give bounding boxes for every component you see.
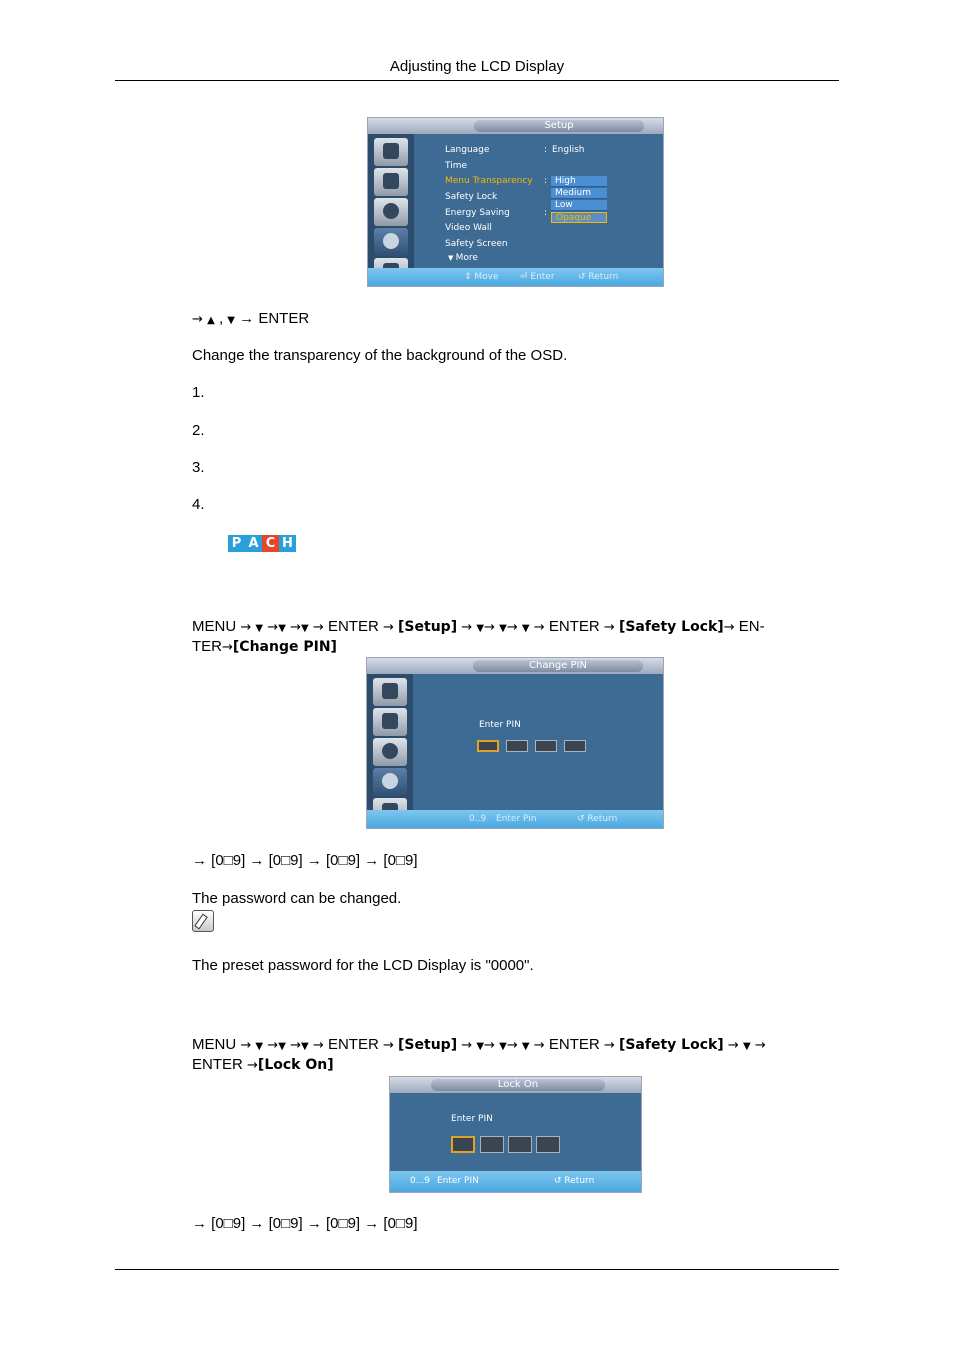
osd-option-opaque: Opaque: [551, 212, 607, 223]
osd-footer-return: [577, 814, 617, 824]
osd-item-safety-screen: Safety Screen: [445, 239, 508, 249]
arrow-icon: →: [290, 1038, 301, 1053]
change-pin-tag: [Change PIN]: [232, 639, 337, 655]
section1-description: Change the transparency of the background of the OSD.: [192, 347, 568, 364]
section2-description: The password can be changed.: [192, 890, 402, 907]
osd-item-video-wall: Video Wall: [445, 223, 492, 233]
list-number-1: 1.: [192, 384, 205, 401]
down-arrow-icon: ▼: [499, 623, 507, 634]
osd-footer-enter-pin: Enter PIN: [437, 1176, 479, 1186]
arrow-icon: →: [290, 620, 301, 635]
list-number-4: 4.: [192, 496, 205, 513]
setup-tag: [Setup]: [398, 619, 458, 635]
osd-footer-move-label: Move: [474, 272, 499, 282]
osd-more-label: More: [455, 253, 478, 263]
arrow-icon: →: [506, 1038, 518, 1053]
picture-icon: [373, 708, 407, 736]
return-icon: ↺: [554, 1176, 565, 1186]
chevron-down-icon: ▼: [448, 254, 456, 262]
osd-title: Setup: [474, 120, 644, 132]
enter-icon: ⏎: [520, 272, 531, 282]
arrow-icon: →: [603, 620, 615, 635]
arrow-icon: →: [382, 1038, 394, 1053]
safety-lock-tag: [Safety Lock]: [618, 619, 724, 635]
pin-sequence-1: → [0□9] → [0□9] → [0□9] → [0□9]: [192, 852, 418, 869]
nav-enter: ENTER: [327, 618, 379, 635]
input-icon: [373, 678, 407, 706]
header-rule: [115, 80, 839, 81]
enter-pin-label: Enter PIN: [479, 720, 521, 730]
osd-item-more: [448, 253, 478, 263]
arrow-icon: →: [247, 1058, 258, 1073]
nav-enter: ENTER: [327, 1036, 379, 1053]
setup-gear-icon: [373, 768, 407, 796]
down-arrow-icon: ▼: [476, 1041, 485, 1052]
down-arrow-icon: ▼: [499, 1041, 507, 1052]
arrow-icon: →: [267, 1038, 279, 1053]
pin-digit-box-1: [451, 1136, 475, 1153]
nav-enter: ENTER: [548, 618, 600, 635]
osd-colon: :: [544, 176, 548, 186]
osd-footer-move: [464, 272, 499, 282]
pin-digit-box-1: [477, 740, 499, 752]
osd-footer-return-label: Return: [588, 272, 619, 282]
arrow-icon: →: [222, 640, 233, 655]
osd-option-low: Low: [551, 200, 607, 211]
pin-digit-box-4: [564, 740, 586, 752]
arrow-icon: →: [533, 620, 545, 635]
osd-footer: [368, 268, 663, 286]
osd-language-value: English: [552, 145, 585, 155]
pin-digit-box-3: [535, 740, 557, 752]
osd-item-safety-lock: Safety Lock: [445, 192, 498, 202]
nav-menu: MENU: [192, 1036, 237, 1053]
up-down-icon: ⇕: [464, 272, 475, 282]
osd-sidebar: [367, 674, 413, 828]
nav-enter: → ENTER: [239, 310, 310, 327]
list-number-3: 3.: [192, 459, 205, 476]
down-arrow-icon: ▼: [521, 1041, 530, 1052]
down-arrow-icon: ▼: [278, 1041, 286, 1052]
setup-osd-screenshot: [367, 117, 664, 287]
arrow-icon: →: [506, 620, 518, 635]
pin-digit-box-4: [536, 1136, 560, 1153]
pin-sequence-2: → [0□9] → [0□9] → [0□9] → [0□9]: [192, 1215, 418, 1232]
osd-footer-return: [578, 272, 618, 282]
enter-pin-label: Enter PIN: [451, 1114, 493, 1124]
nav-menu: MENU: [192, 618, 237, 635]
down-arrow-icon: ▼: [476, 623, 485, 634]
mode-badge-p: P: [228, 535, 245, 552]
return-icon: ↺: [577, 814, 588, 824]
osd-footer: [390, 1171, 641, 1192]
lock-on-osd-screenshot: [389, 1076, 642, 1193]
down-arrow-icon: ▼: [742, 1041, 751, 1052]
osd-item-language: Language: [445, 145, 490, 155]
nav-path-lock-on-line2: [192, 1055, 334, 1076]
osd-footer-keys: 0..9: [469, 814, 487, 824]
change-pin-osd-screenshot: [366, 657, 664, 829]
nav-path-change-pin-line2: [192, 637, 337, 658]
osd-footer: [367, 810, 663, 828]
setup-gear-icon: [374, 228, 408, 256]
osd-footer-enter: [520, 272, 555, 282]
pin-digit-box-2: [506, 740, 528, 752]
arrow-icon: →: [267, 620, 279, 635]
down-arrow-icon: ▼: [521, 623, 530, 634]
down-arrow-icon: ▼: [255, 623, 264, 634]
list-number-2: 2.: [192, 422, 205, 439]
osd-title: Change PIN: [473, 660, 643, 672]
lock-on-tag: [Lock On]: [257, 1057, 334, 1073]
nav-en: EN-: [738, 618, 765, 635]
setup-tag: [Setup]: [398, 1037, 458, 1053]
preset-password-note: The preset password for the LCD Display is "0000".: [192, 957, 534, 974]
footer-rule: [115, 1269, 839, 1270]
arrow-icon: →: [192, 312, 203, 327]
nav-path-change-pin-line1: [192, 617, 765, 639]
nav-enter: ENTER: [548, 1036, 600, 1053]
down-arrow-icon: ▼: [300, 623, 309, 634]
arrow-icon: →: [484, 1038, 495, 1053]
osd-footer-enter-label: Enter: [530, 272, 555, 282]
mode-badge-c: C: [262, 535, 279, 552]
pin-digit-box-2: [480, 1136, 504, 1153]
osd-footer-keys: 0...9: [410, 1176, 431, 1186]
arrow-icon: →: [312, 620, 324, 635]
arrow-icon: →: [727, 1038, 739, 1053]
picture-icon: [374, 168, 408, 196]
input-icon: [374, 138, 408, 166]
arrow-icon: →: [240, 620, 252, 635]
nav-instruction-1: [192, 309, 309, 331]
down-arrow-icon: ▼: [227, 315, 235, 326]
nav-sep: ,: [214, 310, 228, 327]
osd-title: Lock On: [431, 1079, 605, 1091]
arrow-icon: →: [382, 620, 394, 635]
arrow-icon: →: [603, 1038, 615, 1053]
pin-digit-box-3: [508, 1136, 532, 1153]
osd-item-menu-transparency: Menu Transparency: [445, 176, 533, 186]
arrow-icon: →: [461, 1038, 473, 1053]
arrow-icon: →: [461, 620, 473, 635]
mode-badges: [228, 535, 296, 552]
arrow-icon: →: [312, 1038, 324, 1053]
osd-option-high: High: [551, 176, 607, 187]
safety-lock-tag: [Safety Lock]: [618, 1037, 724, 1053]
note-pencil-icon: [192, 910, 214, 932]
nav-path-lock-on-line1: [192, 1035, 766, 1057]
down-arrow-icon: ▼: [300, 1041, 309, 1052]
osd-option-medium: Medium: [551, 188, 607, 199]
nav-ter: TER: [192, 638, 222, 655]
up-arrow-icon: ▲: [207, 315, 215, 326]
arrow-icon: →: [533, 1038, 545, 1053]
osd-footer-return-label: Return: [564, 1176, 595, 1186]
sound-icon: [373, 738, 407, 766]
nav-enter: ENTER: [192, 1056, 243, 1073]
osd-sidebar: [368, 134, 414, 286]
page-header-title: Adjusting the LCD Display: [389, 58, 565, 75]
osd-footer-enter-pin: Enter Pin: [496, 814, 537, 824]
sound-icon: [374, 198, 408, 226]
arrow-icon: →: [754, 1038, 766, 1053]
osd-item-time: Time: [445, 161, 468, 171]
mode-badge-a: A: [245, 535, 262, 552]
osd-footer-return-label: Return: [587, 814, 618, 824]
osd-footer-return: [554, 1176, 594, 1186]
arrow-icon: →: [484, 620, 495, 635]
down-arrow-icon: ▼: [278, 623, 286, 634]
arrow-icon: →: [723, 620, 735, 635]
down-arrow-icon: ▼: [255, 1041, 264, 1052]
mode-badge-h: H: [279, 535, 296, 552]
osd-colon: :: [544, 208, 548, 218]
osd-item-energy-saving: Energy Saving: [445, 208, 510, 218]
osd-colon: :: [544, 145, 548, 155]
return-icon: ↺: [578, 272, 589, 282]
arrow-icon: →: [240, 1038, 252, 1053]
